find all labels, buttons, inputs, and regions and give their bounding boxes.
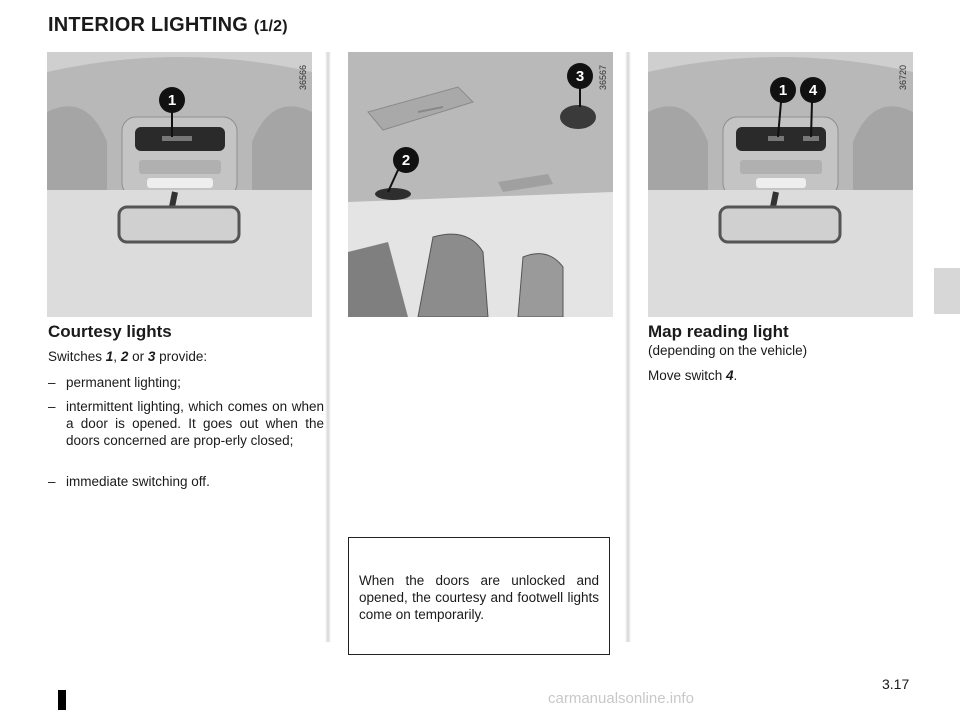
figure-ref-2: 36567 (598, 64, 608, 90)
map-instruction: Move switch 4. (648, 368, 738, 383)
figure-ref-3: 36720 (898, 64, 908, 90)
switch-ref-2: 2 (120, 349, 129, 364)
callout-4: 4 (808, 82, 818, 99)
figure-ref-1: 36566 (298, 64, 308, 90)
list-item: – intermittent lighting, which comes on when a door is opened. It goes out when the doors concerned are prop-erly closed; (48, 399, 324, 448)
callout-3: 3 (575, 68, 585, 85)
column-divider-1 (325, 52, 331, 642)
figure-courtesy-light (47, 52, 312, 317)
note-box: When the doors are unlocked and opened, the courtesy and footwell lights come on temporarily. (348, 537, 610, 655)
switch-ref-4: 4 (726, 368, 734, 383)
list-item: – permanent lighting; (48, 375, 181, 390)
page-title (48, 14, 288, 37)
figure-map-reading-light (648, 52, 913, 317)
map-qualifier: (depending on the vehicle) (648, 343, 808, 358)
title-main: INTERIOR LIGHTING (48, 14, 249, 36)
callout-1: 1 (167, 92, 177, 109)
callout-1b: 1 (778, 82, 788, 99)
title-part: (1/2) (253, 18, 288, 35)
column-divider-2 (625, 52, 631, 642)
courtesy-intro: Switches 1, 2 or 3 provide: (48, 349, 208, 364)
page-number: 3.17 (882, 676, 910, 692)
map-heading: Map reading light (648, 322, 789, 341)
watermark: carmanualsonline.info (548, 690, 694, 707)
courtesy-heading: Courtesy lights (48, 322, 172, 341)
figure-cabin-ceiling (348, 52, 613, 317)
corner-mark (58, 690, 66, 710)
list-item: – immediate switching off. (48, 474, 210, 489)
switch-ref-1: 1 (105, 349, 114, 364)
chapter-tab (934, 268, 960, 314)
callout-2: 2 (401, 152, 411, 169)
switch-ref-3: 3 (147, 349, 156, 364)
